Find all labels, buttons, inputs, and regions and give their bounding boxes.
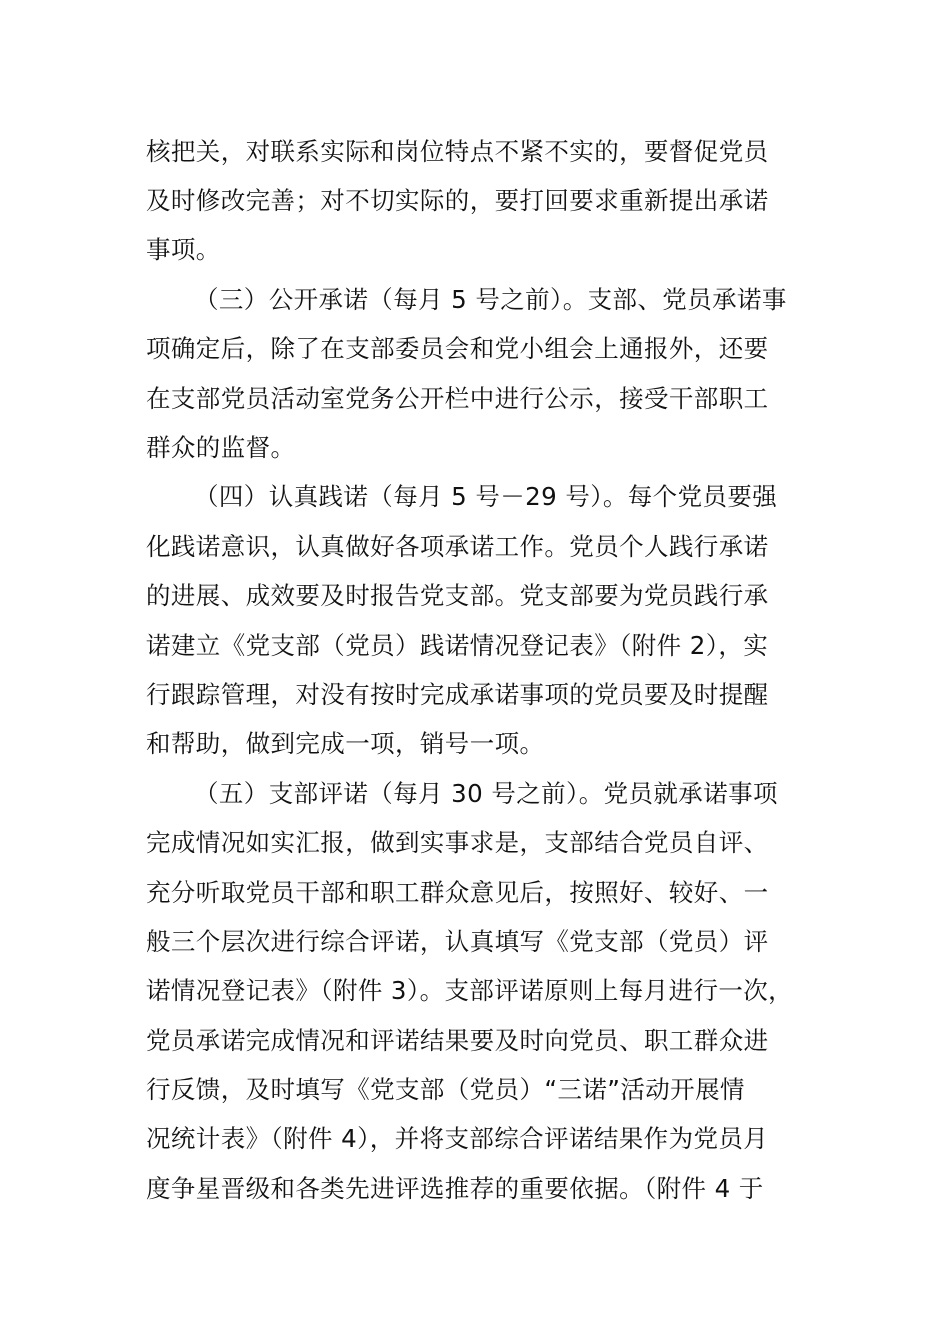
paragraph-heading-three: （三）公开承诺（每月 5 号之前）。支部、党员承诺事 [194, 285, 787, 314]
text-line: 的进展、成效要及时报告党支部。党支部要为党员践行承 [146, 581, 769, 610]
text-line: 般三个层次进行综合评诺，认真填写《党支部（党员）评 [146, 927, 769, 956]
paragraph-heading-four: （四）认真践诺（每月 5 号－29 号）。每个党员要强 [194, 482, 778, 511]
text-line: 充分听取党员干部和职工群众意见后，按照好、较好、一 [146, 878, 769, 907]
text-line: 及时修改完善；对不切实际的，要打回要求重新提出承诺 [146, 186, 769, 215]
text-line: 和帮助，做到完成一项，销号一项。 [146, 729, 545, 758]
text-line: 完成情况如实汇报，做到实事求是，支部结合党员自评、 [146, 828, 769, 857]
text-line: 行跟踪管理，对没有按时完成承诺事项的党员要及时提醒 [146, 680, 769, 709]
text-line: 诺情况登记表》（附件 3）。支部评诺原则上每月进行一次， [146, 976, 794, 1005]
text-line: 度争星晋级和各类先进评选推荐的重要依据。（附件 4 于 [146, 1174, 764, 1203]
text-line: 在支部党员活动室党务公开栏中进行公示，接受干部职工 [146, 384, 769, 413]
text-line: 群众的监督。 [146, 433, 296, 462]
text-line: 事项。 [146, 235, 221, 264]
paragraph-heading-five: （五）支部评诺（每月 30 号之前）。党员就承诺事项 [194, 779, 778, 808]
text-line: 况统计表》（附件 4），并将支部综合评诺结果作为党员月 [146, 1124, 769, 1153]
text-line: 化践诺意识，认真做好各项承诺工作。党员个人践行承诺 [146, 532, 769, 561]
text-line: 行反馈，及时填写《党支部（党员）“三诺”活动开展情 [146, 1075, 745, 1104]
text-line: 党员承诺完成情况和评诺结果要及时向党员、职工群众进 [146, 1026, 769, 1055]
text-line: 项确定后，除了在支部委员会和党小组会上通报外，还要 [146, 334, 769, 363]
text-line: 核把关，对联系实际和岗位特点不紧不实的，要督促党员 [146, 137, 769, 166]
text-line: 诺建立《党支部（党员）践诺情况登记表》（附件 2），实 [146, 631, 769, 660]
